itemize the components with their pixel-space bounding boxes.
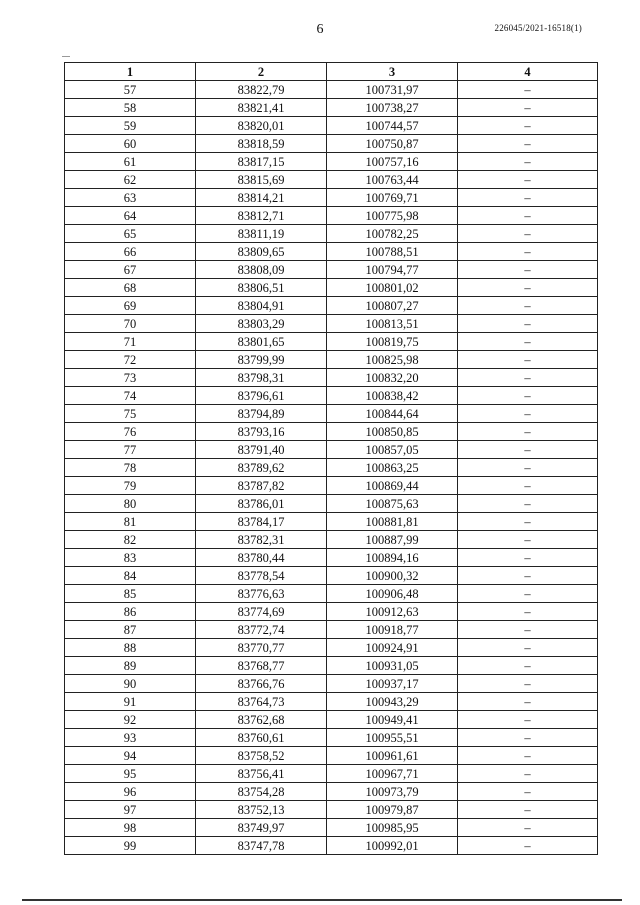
point-number-cell: 79	[65, 477, 196, 495]
table-row	[65, 567, 598, 585]
note-cell: –	[458, 729, 598, 747]
table-row	[65, 153, 598, 171]
y-coordinate-cell: 100881,81	[327, 513, 458, 531]
point-number-cell: 96	[65, 783, 196, 801]
point-number-cell: 91	[65, 693, 196, 711]
x-coordinate-cell: 83799,99	[196, 351, 327, 369]
point-number-cell: 94	[65, 747, 196, 765]
note-cell: –	[458, 243, 598, 261]
x-coordinate-cell: 83747,78	[196, 837, 327, 855]
table-row	[65, 333, 598, 351]
table-row	[65, 585, 598, 603]
y-coordinate-cell: 100844,64	[327, 405, 458, 423]
table-row	[65, 783, 598, 801]
table-row	[65, 639, 598, 657]
note-cell: –	[458, 549, 598, 567]
note-cell: –	[458, 117, 598, 135]
y-coordinate-cell: 100813,51	[327, 315, 458, 333]
y-coordinate-cell: 100788,51	[327, 243, 458, 261]
note-cell: –	[458, 369, 598, 387]
y-coordinate-cell: 100961,61	[327, 747, 458, 765]
y-coordinate-cell: 100875,63	[327, 495, 458, 513]
note-cell: –	[458, 603, 598, 621]
table-row	[65, 351, 598, 369]
y-coordinate-cell: 100863,25	[327, 459, 458, 477]
x-coordinate-cell: 83770,77	[196, 639, 327, 657]
table-row	[65, 189, 598, 207]
note-cell: –	[458, 747, 598, 765]
column-header: 1	[65, 63, 196, 81]
note-cell: –	[458, 315, 598, 333]
y-coordinate-cell: 100906,48	[327, 585, 458, 603]
x-coordinate-cell: 83786,01	[196, 495, 327, 513]
table-row	[65, 801, 598, 819]
point-number-cell: 67	[65, 261, 196, 279]
note-cell: –	[458, 333, 598, 351]
point-number-cell: 87	[65, 621, 196, 639]
note-cell: –	[458, 531, 598, 549]
y-coordinate-cell: 100850,85	[327, 423, 458, 441]
y-coordinate-cell: 100769,71	[327, 189, 458, 207]
table-row	[65, 495, 598, 513]
point-number-cell: 71	[65, 333, 196, 351]
point-number-cell: 98	[65, 819, 196, 837]
point-number-cell: 61	[65, 153, 196, 171]
note-cell: –	[458, 801, 598, 819]
x-coordinate-cell: 83796,61	[196, 387, 327, 405]
y-coordinate-cell: 100979,87	[327, 801, 458, 819]
table-row	[65, 765, 598, 783]
point-number-cell: 69	[65, 297, 196, 315]
y-coordinate-cell: 100973,79	[327, 783, 458, 801]
note-cell: –	[458, 171, 598, 189]
note-cell: –	[458, 207, 598, 225]
column-header: 3	[327, 63, 458, 81]
note-cell: –	[458, 405, 598, 423]
point-number-cell: 57	[65, 81, 196, 99]
note-cell: –	[458, 513, 598, 531]
table-body	[65, 81, 598, 855]
note-cell: –	[458, 657, 598, 675]
x-coordinate-cell: 83787,82	[196, 477, 327, 495]
point-number-cell: 99	[65, 837, 196, 855]
y-coordinate-cell: 100825,98	[327, 351, 458, 369]
x-coordinate-cell: 83784,17	[196, 513, 327, 531]
point-number-cell: 60	[65, 135, 196, 153]
point-number-cell: 58	[65, 99, 196, 117]
point-number-cell: 80	[65, 495, 196, 513]
point-number-cell: 76	[65, 423, 196, 441]
point-number-cell: 88	[65, 639, 196, 657]
table-row	[65, 747, 598, 765]
x-coordinate-cell: 83774,69	[196, 603, 327, 621]
y-coordinate-cell: 100750,87	[327, 135, 458, 153]
note-cell: –	[458, 459, 598, 477]
table-row	[65, 81, 598, 99]
document-reference: 226045/2021-16518(1)	[494, 23, 582, 33]
x-coordinate-cell: 83812,71	[196, 207, 327, 225]
point-number-cell: 93	[65, 729, 196, 747]
point-number-cell: 66	[65, 243, 196, 261]
point-number-cell: 59	[65, 117, 196, 135]
table-row	[65, 837, 598, 855]
x-coordinate-cell: 83762,68	[196, 711, 327, 729]
table-row	[65, 117, 598, 135]
note-cell: –	[458, 495, 598, 513]
table-row	[65, 369, 598, 387]
point-number-cell: 70	[65, 315, 196, 333]
y-coordinate-cell: 100838,42	[327, 387, 458, 405]
table-row	[65, 675, 598, 693]
point-number-cell: 78	[65, 459, 196, 477]
note-cell: –	[458, 639, 598, 657]
table-row	[65, 171, 598, 189]
y-coordinate-cell: 100794,77	[327, 261, 458, 279]
table-row	[65, 711, 598, 729]
y-coordinate-cell: 100992,01	[327, 837, 458, 855]
scan-artifact	[62, 56, 70, 57]
note-cell: –	[458, 351, 598, 369]
y-coordinate-cell: 100744,57	[327, 117, 458, 135]
table-row	[65, 99, 598, 117]
table-row	[65, 243, 598, 261]
page-number: 6	[316, 22, 324, 37]
y-coordinate-cell: 100857,05	[327, 441, 458, 459]
point-number-cell: 63	[65, 189, 196, 207]
note-cell: –	[458, 585, 598, 603]
table-row	[65, 603, 598, 621]
table-row	[65, 657, 598, 675]
table-row	[65, 135, 598, 153]
y-coordinate-cell: 100801,02	[327, 279, 458, 297]
y-coordinate-cell: 100900,32	[327, 567, 458, 585]
note-cell: –	[458, 837, 598, 855]
x-coordinate-cell: 83758,52	[196, 747, 327, 765]
point-number-cell: 82	[65, 531, 196, 549]
x-coordinate-cell: 83780,44	[196, 549, 327, 567]
x-coordinate-cell: 83760,61	[196, 729, 327, 747]
x-coordinate-cell: 83821,41	[196, 99, 327, 117]
x-coordinate-cell: 83822,79	[196, 81, 327, 99]
y-coordinate-cell: 100955,51	[327, 729, 458, 747]
table-row	[65, 477, 598, 495]
y-coordinate-cell: 100763,44	[327, 171, 458, 189]
point-number-cell: 72	[65, 351, 196, 369]
note-cell: –	[458, 819, 598, 837]
x-coordinate-cell: 83808,09	[196, 261, 327, 279]
note-cell: –	[458, 81, 598, 99]
point-number-cell: 83	[65, 549, 196, 567]
x-coordinate-cell: 83764,73	[196, 693, 327, 711]
note-cell: –	[458, 621, 598, 639]
y-coordinate-cell: 100894,16	[327, 549, 458, 567]
note-cell: –	[458, 153, 598, 171]
y-coordinate-cell: 100985,95	[327, 819, 458, 837]
x-coordinate-cell: 83782,31	[196, 531, 327, 549]
y-coordinate-cell: 100832,20	[327, 369, 458, 387]
x-coordinate-cell: 83811,19	[196, 225, 327, 243]
y-coordinate-cell: 100738,27	[327, 99, 458, 117]
y-coordinate-cell: 100869,44	[327, 477, 458, 495]
y-coordinate-cell: 100918,77	[327, 621, 458, 639]
table-row	[65, 315, 598, 333]
x-coordinate-cell: 83818,59	[196, 135, 327, 153]
y-coordinate-cell: 100757,16	[327, 153, 458, 171]
y-coordinate-cell: 100967,71	[327, 765, 458, 783]
note-cell: –	[458, 567, 598, 585]
table-row	[65, 513, 598, 531]
point-number-cell: 90	[65, 675, 196, 693]
note-cell: –	[458, 765, 598, 783]
note-cell: –	[458, 387, 598, 405]
point-number-cell: 84	[65, 567, 196, 585]
point-number-cell: 75	[65, 405, 196, 423]
y-coordinate-cell: 100912,63	[327, 603, 458, 621]
x-coordinate-cell: 83817,15	[196, 153, 327, 171]
point-number-cell: 85	[65, 585, 196, 603]
x-coordinate-cell: 83801,65	[196, 333, 327, 351]
y-coordinate-cell: 100887,99	[327, 531, 458, 549]
table-row	[65, 279, 598, 297]
y-coordinate-cell: 100731,97	[327, 81, 458, 99]
x-coordinate-cell: 83794,89	[196, 405, 327, 423]
note-cell: –	[458, 261, 598, 279]
note-cell: –	[458, 225, 598, 243]
point-number-cell: 95	[65, 765, 196, 783]
table-row	[65, 207, 598, 225]
x-coordinate-cell: 83793,16	[196, 423, 327, 441]
point-number-cell: 77	[65, 441, 196, 459]
table-row	[65, 819, 598, 837]
point-number-cell: 86	[65, 603, 196, 621]
x-coordinate-cell: 83820,01	[196, 117, 327, 135]
y-coordinate-cell: 100782,25	[327, 225, 458, 243]
x-coordinate-cell: 83815,69	[196, 171, 327, 189]
table-row	[65, 549, 598, 567]
x-coordinate-cell: 83809,65	[196, 243, 327, 261]
x-coordinate-cell: 83749,97	[196, 819, 327, 837]
table-row	[65, 441, 598, 459]
x-coordinate-cell: 83778,54	[196, 567, 327, 585]
note-cell: –	[458, 711, 598, 729]
note-cell: –	[458, 675, 598, 693]
table-row	[65, 405, 598, 423]
point-number-cell: 74	[65, 387, 196, 405]
x-coordinate-cell: 83806,51	[196, 279, 327, 297]
x-coordinate-cell: 83798,31	[196, 369, 327, 387]
note-cell: –	[458, 693, 598, 711]
y-coordinate-cell: 100943,29	[327, 693, 458, 711]
table-row	[65, 729, 598, 747]
note-cell: –	[458, 441, 598, 459]
x-coordinate-cell: 83803,29	[196, 315, 327, 333]
x-coordinate-cell: 83776,63	[196, 585, 327, 603]
y-coordinate-cell: 100937,17	[327, 675, 458, 693]
point-number-cell: 65	[65, 225, 196, 243]
point-number-cell: 64	[65, 207, 196, 225]
note-cell: –	[458, 189, 598, 207]
point-number-cell: 73	[65, 369, 196, 387]
note-cell: –	[458, 279, 598, 297]
coordinates-table	[64, 62, 598, 855]
point-number-cell: 89	[65, 657, 196, 675]
x-coordinate-cell: 83752,13	[196, 801, 327, 819]
note-cell: –	[458, 783, 598, 801]
table-header-row	[65, 63, 598, 81]
y-coordinate-cell: 100949,41	[327, 711, 458, 729]
table-row	[65, 261, 598, 279]
table-row	[65, 387, 598, 405]
note-cell: –	[458, 477, 598, 495]
point-number-cell: 97	[65, 801, 196, 819]
x-coordinate-cell: 83766,76	[196, 675, 327, 693]
x-coordinate-cell: 83789,62	[196, 459, 327, 477]
table-row	[65, 423, 598, 441]
x-coordinate-cell: 83814,21	[196, 189, 327, 207]
column-header: 2	[196, 63, 327, 81]
point-number-cell: 62	[65, 171, 196, 189]
note-cell: –	[458, 423, 598, 441]
table-row	[65, 297, 598, 315]
x-coordinate-cell: 83804,91	[196, 297, 327, 315]
note-cell: –	[458, 99, 598, 117]
table-row	[65, 459, 598, 477]
y-coordinate-cell: 100775,98	[327, 207, 458, 225]
x-coordinate-cell: 83768,77	[196, 657, 327, 675]
y-coordinate-cell: 100931,05	[327, 657, 458, 675]
point-number-cell: 68	[65, 279, 196, 297]
y-coordinate-cell: 100819,75	[327, 333, 458, 351]
table-row	[65, 621, 598, 639]
x-coordinate-cell: 83791,40	[196, 441, 327, 459]
table-row	[65, 225, 598, 243]
y-coordinate-cell: 100807,27	[327, 297, 458, 315]
x-coordinate-cell: 83754,28	[196, 783, 327, 801]
table-row	[65, 531, 598, 549]
note-cell: –	[458, 135, 598, 153]
point-number-cell: 81	[65, 513, 196, 531]
x-coordinate-cell: 83772,74	[196, 621, 327, 639]
point-number-cell: 92	[65, 711, 196, 729]
x-coordinate-cell: 83756,41	[196, 765, 327, 783]
column-header: 4	[458, 63, 598, 81]
note-cell: –	[458, 297, 598, 315]
footer-divider	[22, 899, 622, 901]
table-row	[65, 693, 598, 711]
y-coordinate-cell: 100924,91	[327, 639, 458, 657]
